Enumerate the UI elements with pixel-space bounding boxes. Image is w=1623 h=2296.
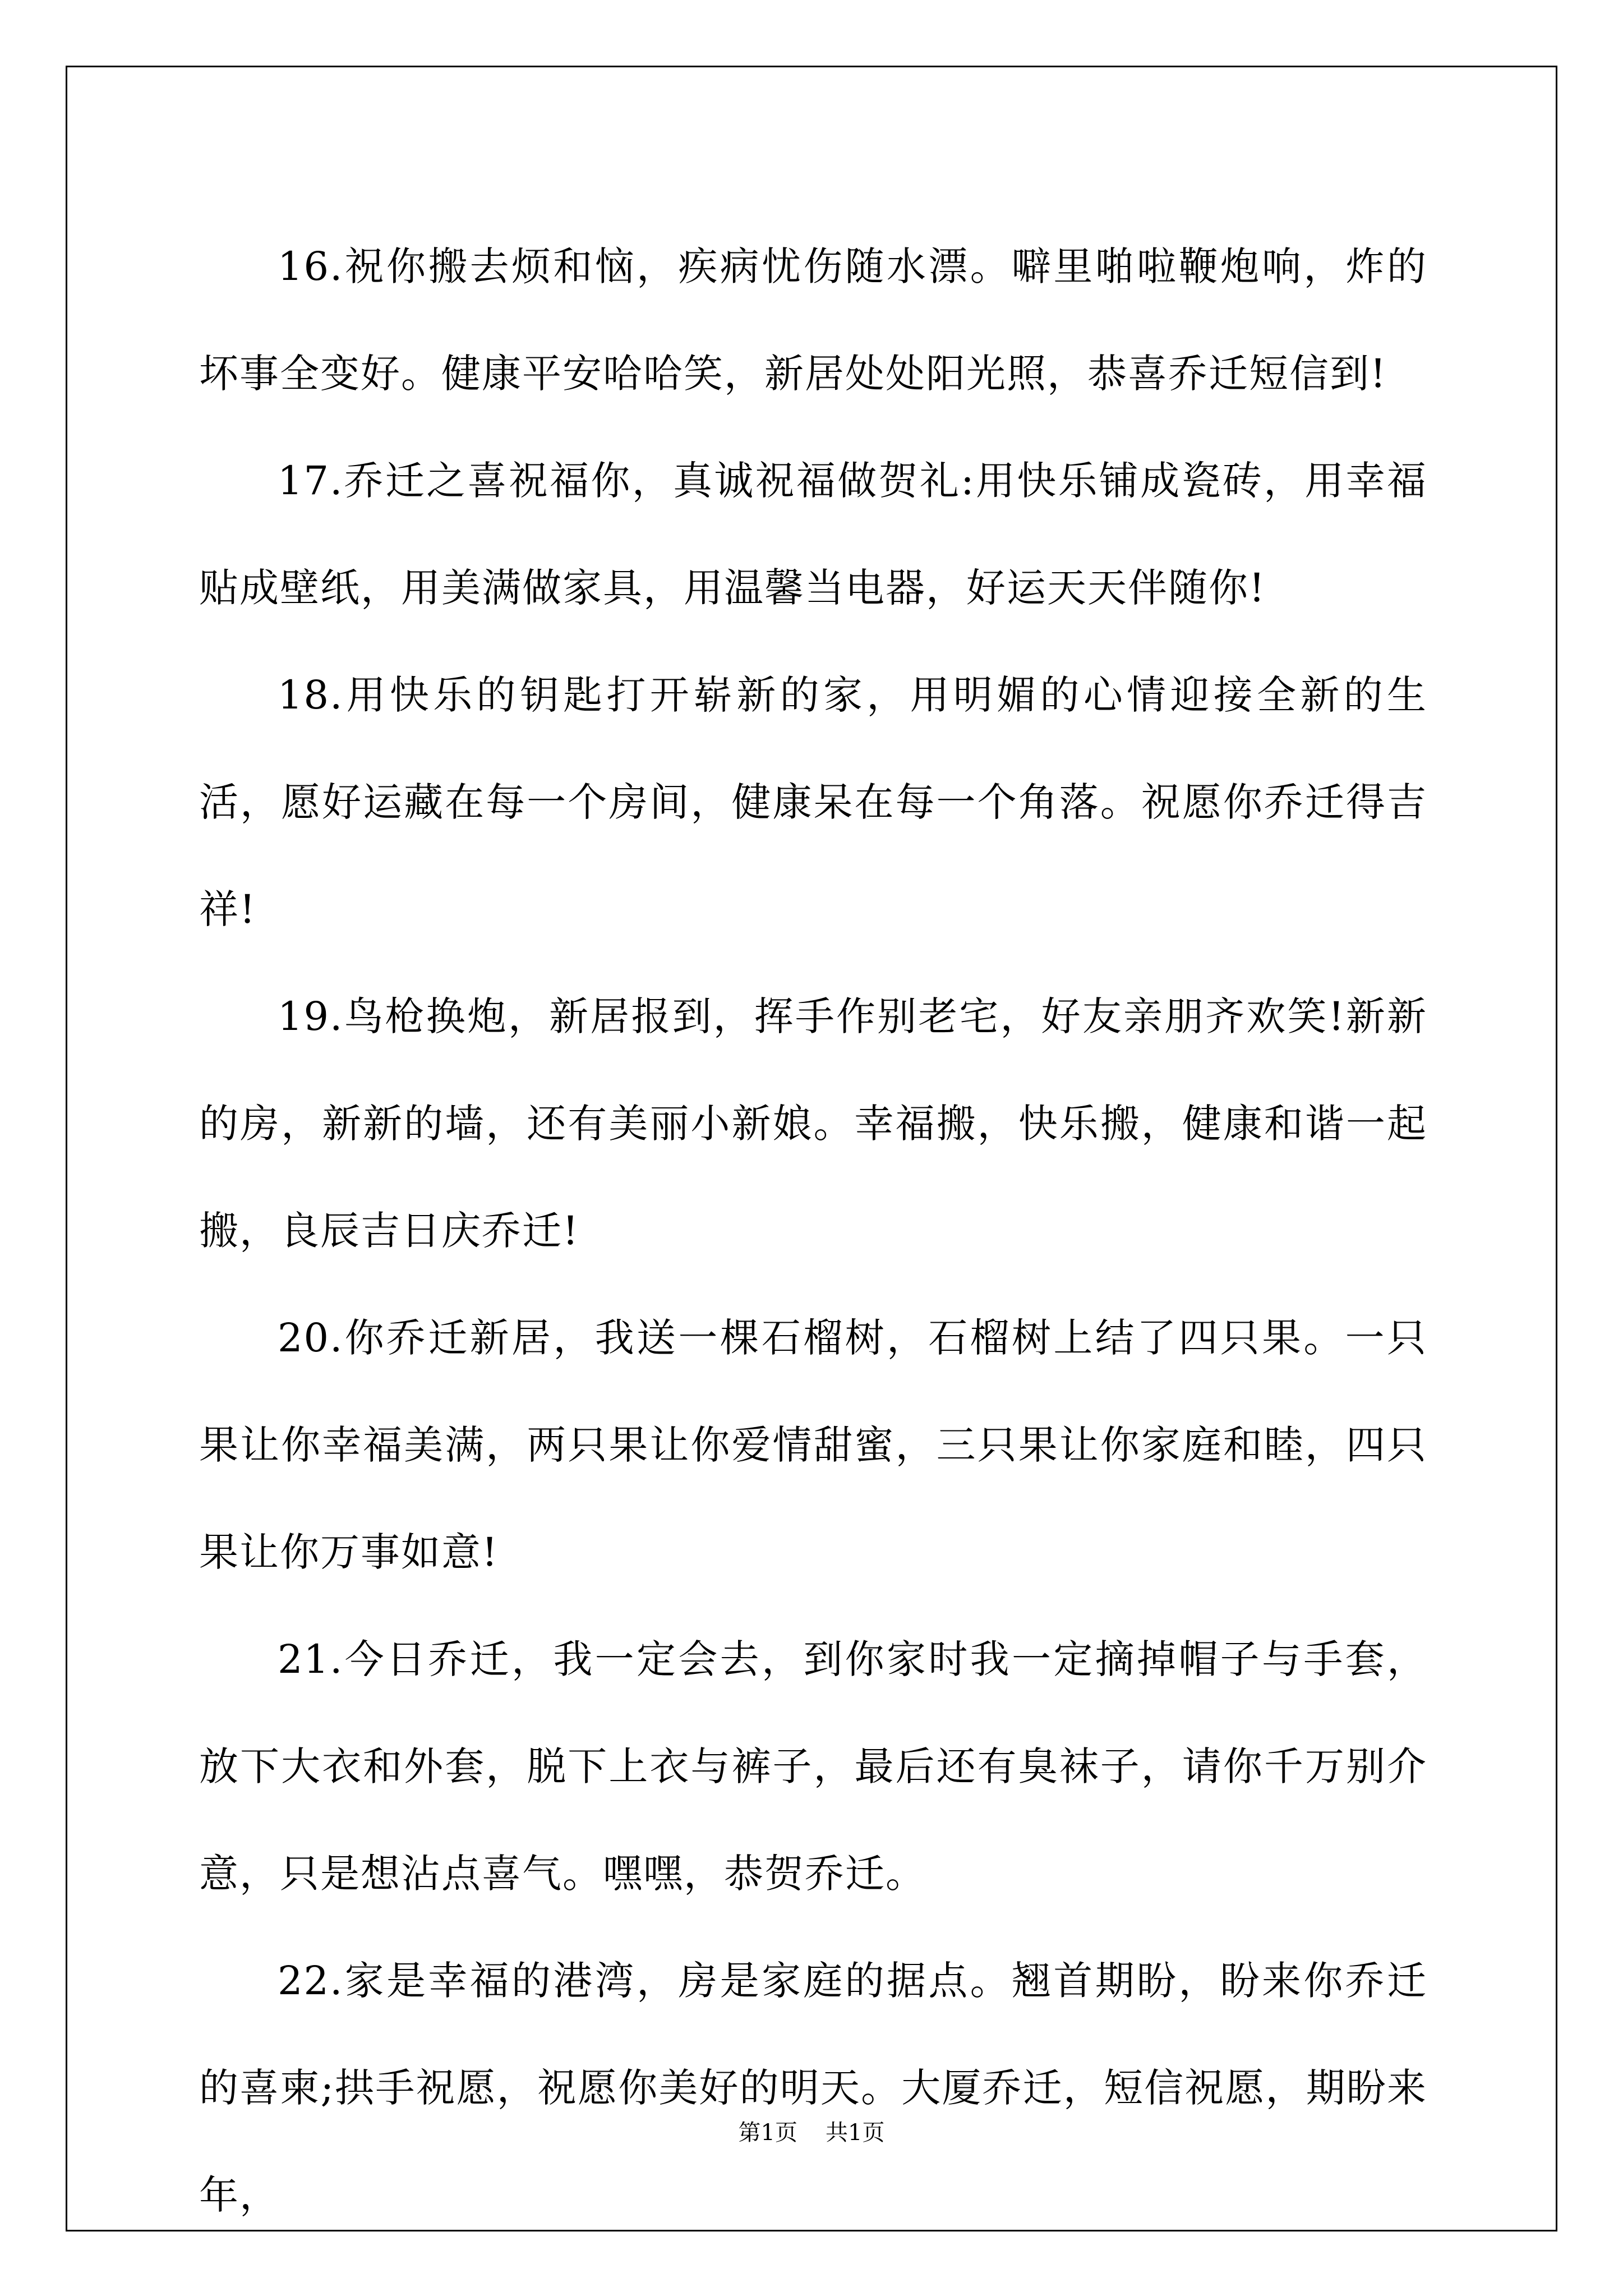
paragraph-18: 18.用快乐的钥匙打开崭新的家，用明媚的心情迎接全新的生活，愿好运藏在每一个房间，健康呆在每一个角落。祝愿你乔迁得吉祥! (199, 672, 1427, 932)
paragraph-22: 22.家是幸福的港湾，房是家庭的据点。翘首期盼，盼来你乔迁的喜柬;拱手祝愿，祝愿你美好的明天。大厦乔迁，短信祝愿，期盼来年， (199, 1958, 1427, 2218)
paragraph-21: 21.今日乔迁，我一定会去，到你家时我一定摘掉帽子与手套，放下大衣和外套，脱下上衣与裤子，最后还有臭袜子，请你千万别介意，只是想沾点喜气。嘿嘿，恭贺乔迁。 (199, 1636, 1427, 1897)
document-body (199, 213, 1427, 2249)
paragraph-20: 20.你乔迁新居，我送一棵石榴树，石榴树上结了四只果。一只果让你幸福美满，两只果让你爱情甜蜜，三只果让你家庭和睦，四只果让你万事如意! (199, 1315, 1427, 1575)
paragraph-19: 19.鸟枪换炮，新居报到，挥手作别老宅，好友亲朋齐欢笑!新新的房，新新的墙，还有美丽小新娘。幸福搬，快乐搬，健康和谐一起搬，良辰吉日庆乔迁! (199, 993, 1427, 1254)
paragraph-16: 16.祝你搬去烦和恼，疾病忧伤随水漂。噼里啪啦鞭炮响，炸的坏事全变好。健康平安哈哈笑，新居处处阳光照，恭喜乔迁短信到! (199, 243, 1427, 397)
page-number-total: 共1页 (826, 2120, 885, 2146)
page-footer (0, 2115, 1623, 2147)
paragraph-17: 17.乔迁之喜祝福你，真诚祝福做贺礼:用快乐铺成瓷砖，用幸福贴成壁纸，用美满做家具，用温馨当电器，好运天天伴随你! (199, 458, 1427, 611)
page-number-current: 第1页 (738, 2120, 797, 2146)
